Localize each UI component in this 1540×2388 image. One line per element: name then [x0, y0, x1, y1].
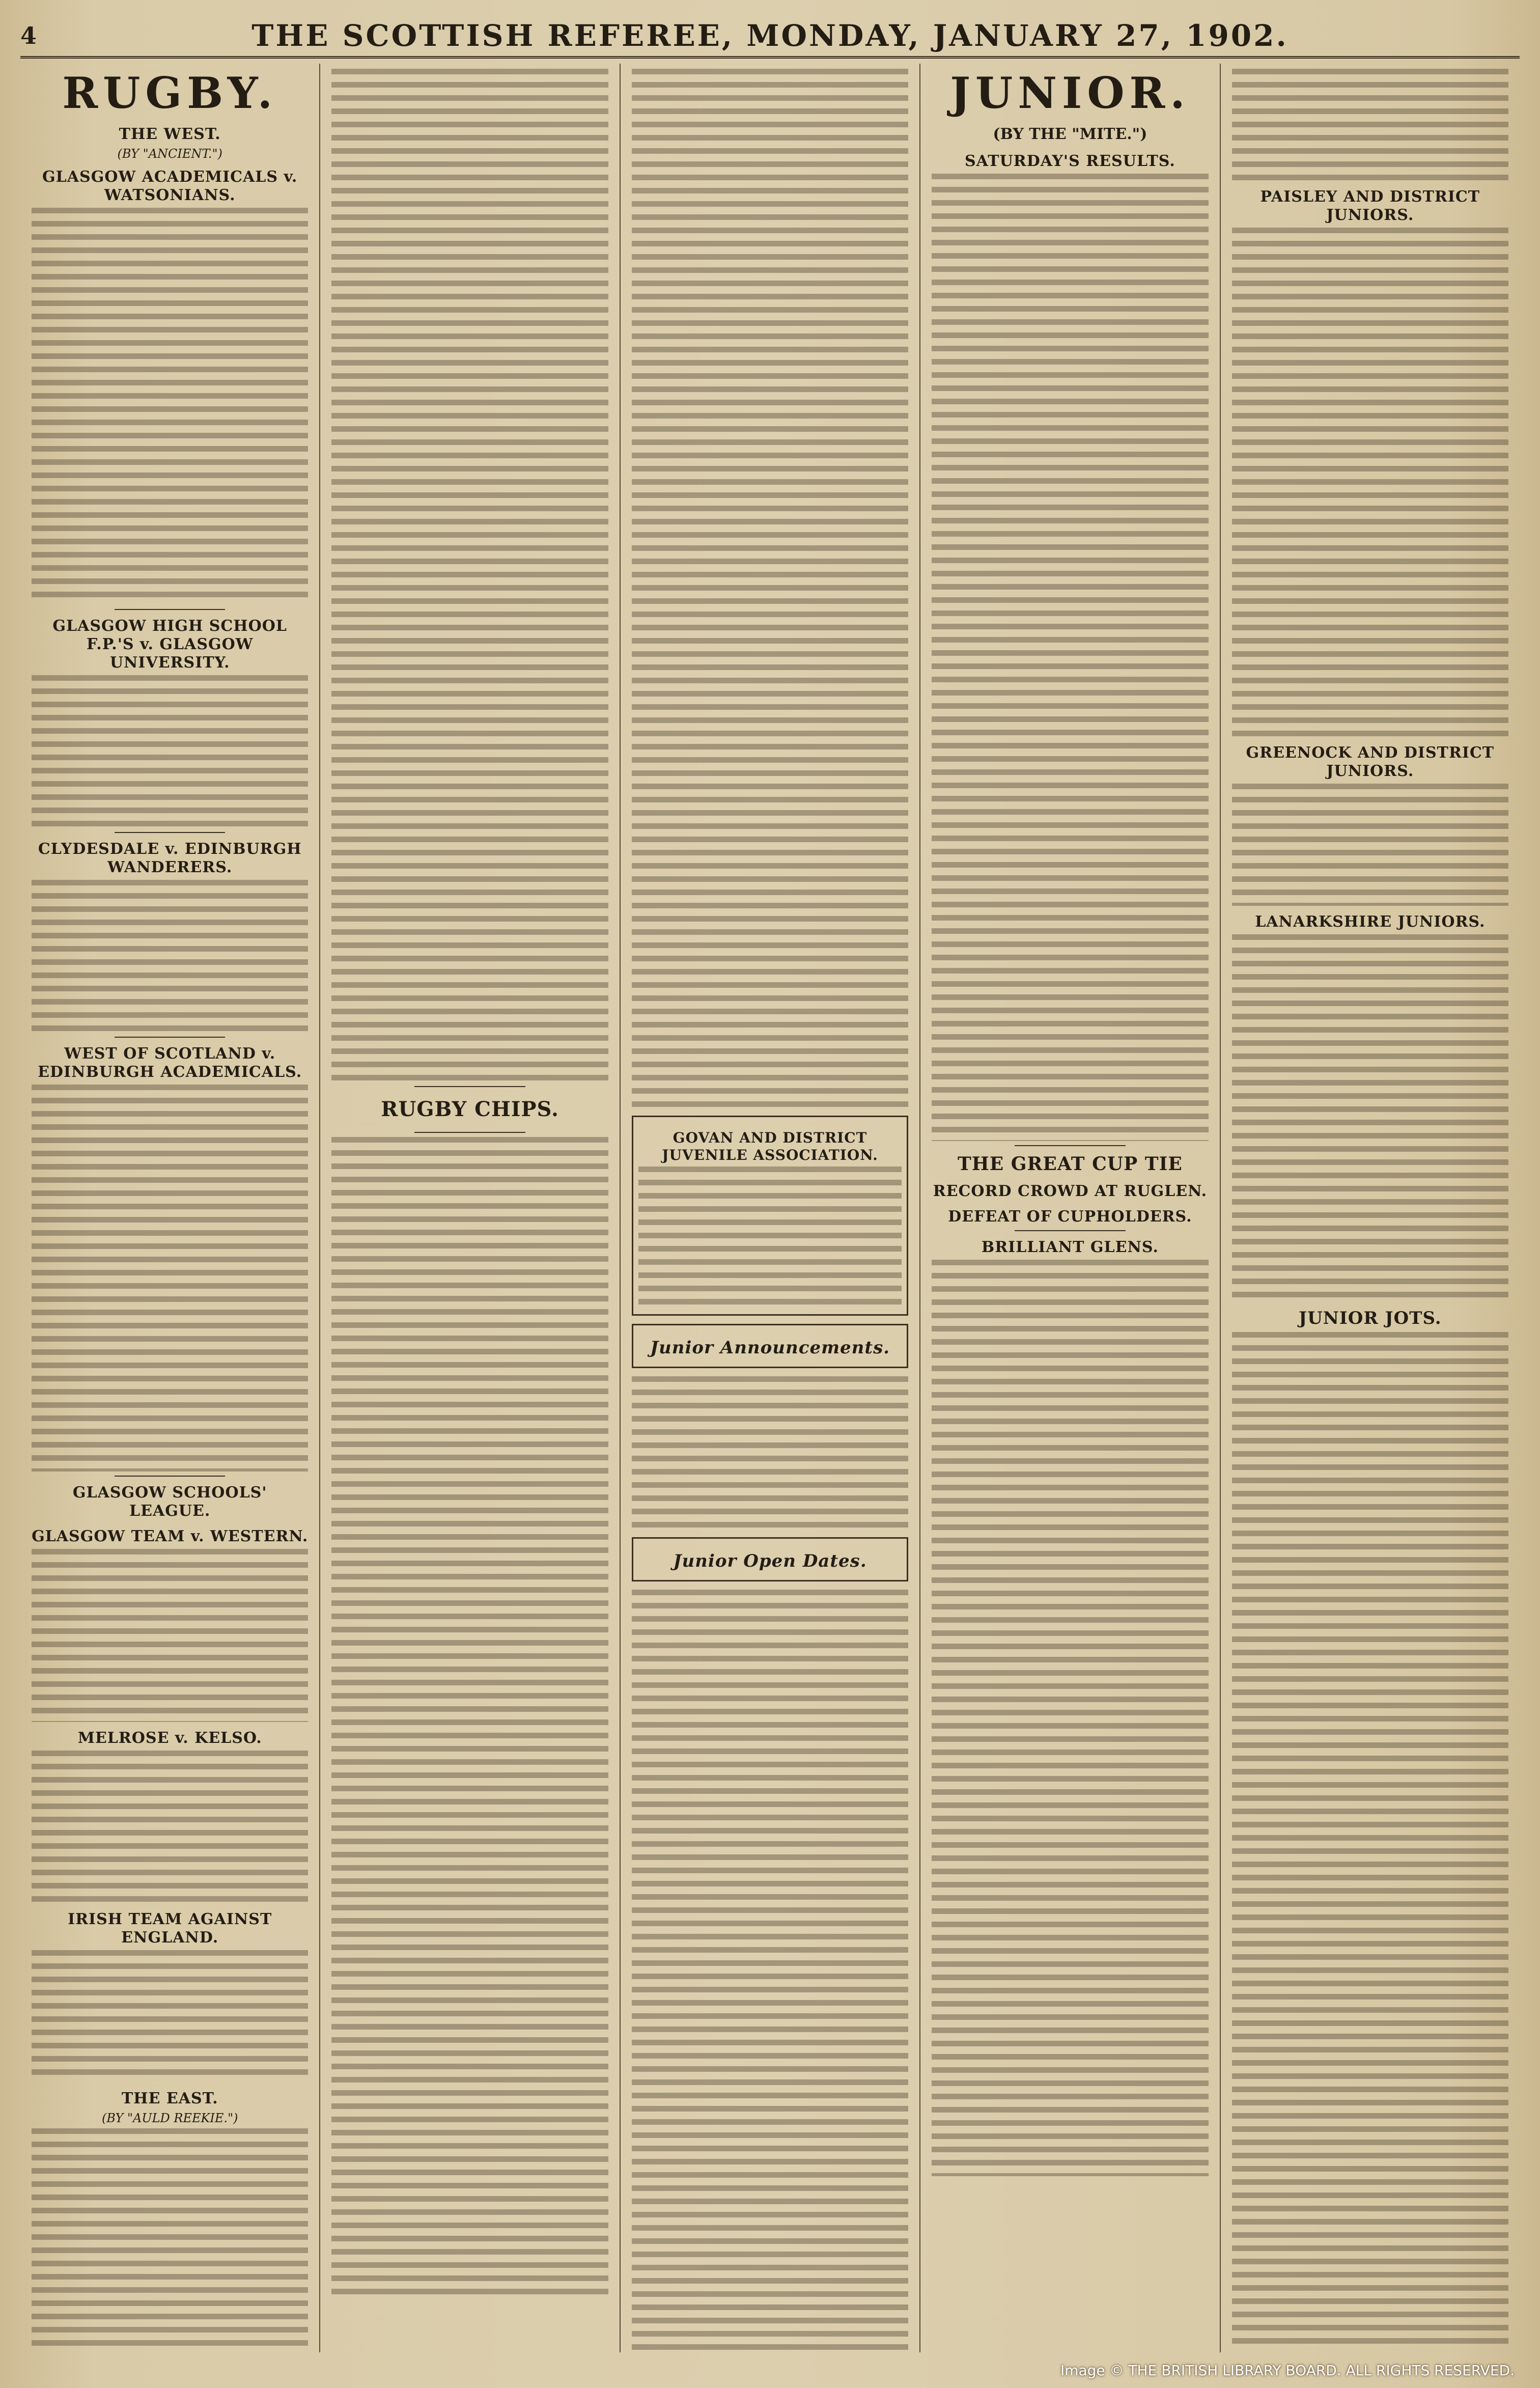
- results-heading: SATURDAY'S RESULTS.: [964, 152, 1175, 170]
- results-text-block: [932, 174, 1208, 1141]
- announcements-heading: Junior Announcements.: [650, 1338, 890, 1358]
- newspaper-title: THE SCOTTISH REFEREE, MONDAY, JANUARY 27, 1902.: [251, 18, 1289, 53]
- the-west-heading: THE WEST.: [119, 125, 221, 143]
- article-text-block: [331, 1137, 608, 2298]
- article-text-block: [638, 1167, 902, 1309]
- divider: [115, 1476, 225, 1477]
- junior-byline: (BY THE "MITE."): [993, 125, 1147, 143]
- copyright-notice: Image © THE BRITISH LIBRARY BOARD. ALL RIGHTS RESERVED.: [1060, 2362, 1515, 2379]
- match-heading: CLYDESDALE v. EDINBURGH WANDERERS.: [38, 840, 302, 876]
- article-text-block: [932, 1260, 1208, 2176]
- match-heading: GLASGOW SCHOOLS' LEAGUE.: [72, 1484, 267, 1520]
- columns: [20, 64, 1520, 2352]
- article-text-block: [32, 1085, 308, 1471]
- cup-tie-heading: THE GREAT CUP TIE: [957, 1153, 1183, 1175]
- rugby-banner: RUGBY.: [62, 68, 278, 118]
- match-heading: WEST OF SCOTLAND v. EDINBURGH ACADEMICALS.: [38, 1045, 302, 1081]
- article-text-block: [32, 1751, 308, 1903]
- greenock-heading: GREENOCK AND DISTRICT JUNIORS.: [1246, 744, 1495, 780]
- article-text-block: [32, 880, 308, 1033]
- article-text-block: [1232, 784, 1508, 906]
- junior-jots-heading: JUNIOR JOTS.: [1299, 1308, 1442, 1328]
- advert-text-block: [632, 1376, 908, 1529]
- paisley-heading: PAISLEY AND DISTRICT JUNIORS.: [1260, 188, 1480, 224]
- junior-banner: JUNIOR.: [950, 68, 1190, 118]
- divider: [115, 1037, 225, 1038]
- open-dates-box: [632, 1537, 908, 1581]
- divider: [1015, 1230, 1125, 1231]
- match-subheading: GLASGOW TEAM v. WESTERN.: [32, 1528, 309, 1545]
- match-heading: MELROSE v. KELSO.: [77, 1729, 262, 1747]
- divider: [414, 1086, 525, 1087]
- match-heading: GLASGOW ACADEMICALS v. WATSONIANS.: [42, 168, 298, 204]
- cup-tie-subheading: RECORD CROWD AT RUGLEN.: [933, 1182, 1208, 1201]
- article-text-block: [32, 2128, 308, 2352]
- article-text-block: [1232, 69, 1508, 181]
- govan-heading: GOVAN AND DISTRICT JUVENILE ASSOCIATION.: [662, 1129, 878, 1163]
- brilliant-glens-heading: BRILLIANT GLENS.: [981, 1238, 1159, 1257]
- the-west-byline: (BY "ANCIENT."): [117, 147, 222, 161]
- divider: [115, 832, 225, 833]
- open-dates-heading: Junior Open Dates.: [673, 1550, 867, 1571]
- govan-association-box: [632, 1116, 908, 1316]
- announcements-box: [632, 1324, 908, 1368]
- match-heading: GLASGOW HIGH SCHOOL F.P.'S v. GLASGOW UNIVERSITY.: [52, 617, 287, 672]
- advert-text-block: [632, 1590, 908, 2352]
- column-rugby: [20, 64, 320, 2352]
- match-heading: IRISH TEAM AGAINST ENGLAND.: [68, 1910, 272, 1947]
- page-number: 4: [20, 22, 37, 49]
- article-text-block: [32, 208, 308, 605]
- column-rugby-continued: [320, 64, 620, 2352]
- article-text-block: [32, 1549, 308, 1722]
- article-text-block: [1232, 228, 1508, 737]
- article-text-block: [32, 675, 308, 828]
- the-east-heading: THE EAST.: [121, 2090, 218, 2107]
- article-text-block: [32, 1950, 308, 2082]
- article-text-block: [1232, 934, 1508, 1301]
- divider: [414, 1132, 525, 1133]
- rugby-chips-heading: RUGBY CHIPS.: [381, 1097, 559, 1121]
- article-text-block: [632, 69, 908, 1107]
- the-east-byline: (BY "AULD REEKIE."): [101, 2111, 238, 2125]
- divider: [1015, 1145, 1125, 1146]
- divider: [115, 609, 225, 610]
- column-junior-continued: [1221, 64, 1520, 2352]
- lanarkshire-heading: LANARKSHIRE JUNIORS.: [1255, 913, 1486, 931]
- column-football: [621, 64, 920, 2352]
- article-text-block: [331, 69, 608, 1082]
- column-junior: [920, 64, 1220, 2352]
- masthead: [20, 15, 1520, 59]
- cup-tie-subheading: DEFEAT OF CUPHOLDERS.: [948, 1208, 1192, 1226]
- article-text-block: [1232, 1332, 1508, 2350]
